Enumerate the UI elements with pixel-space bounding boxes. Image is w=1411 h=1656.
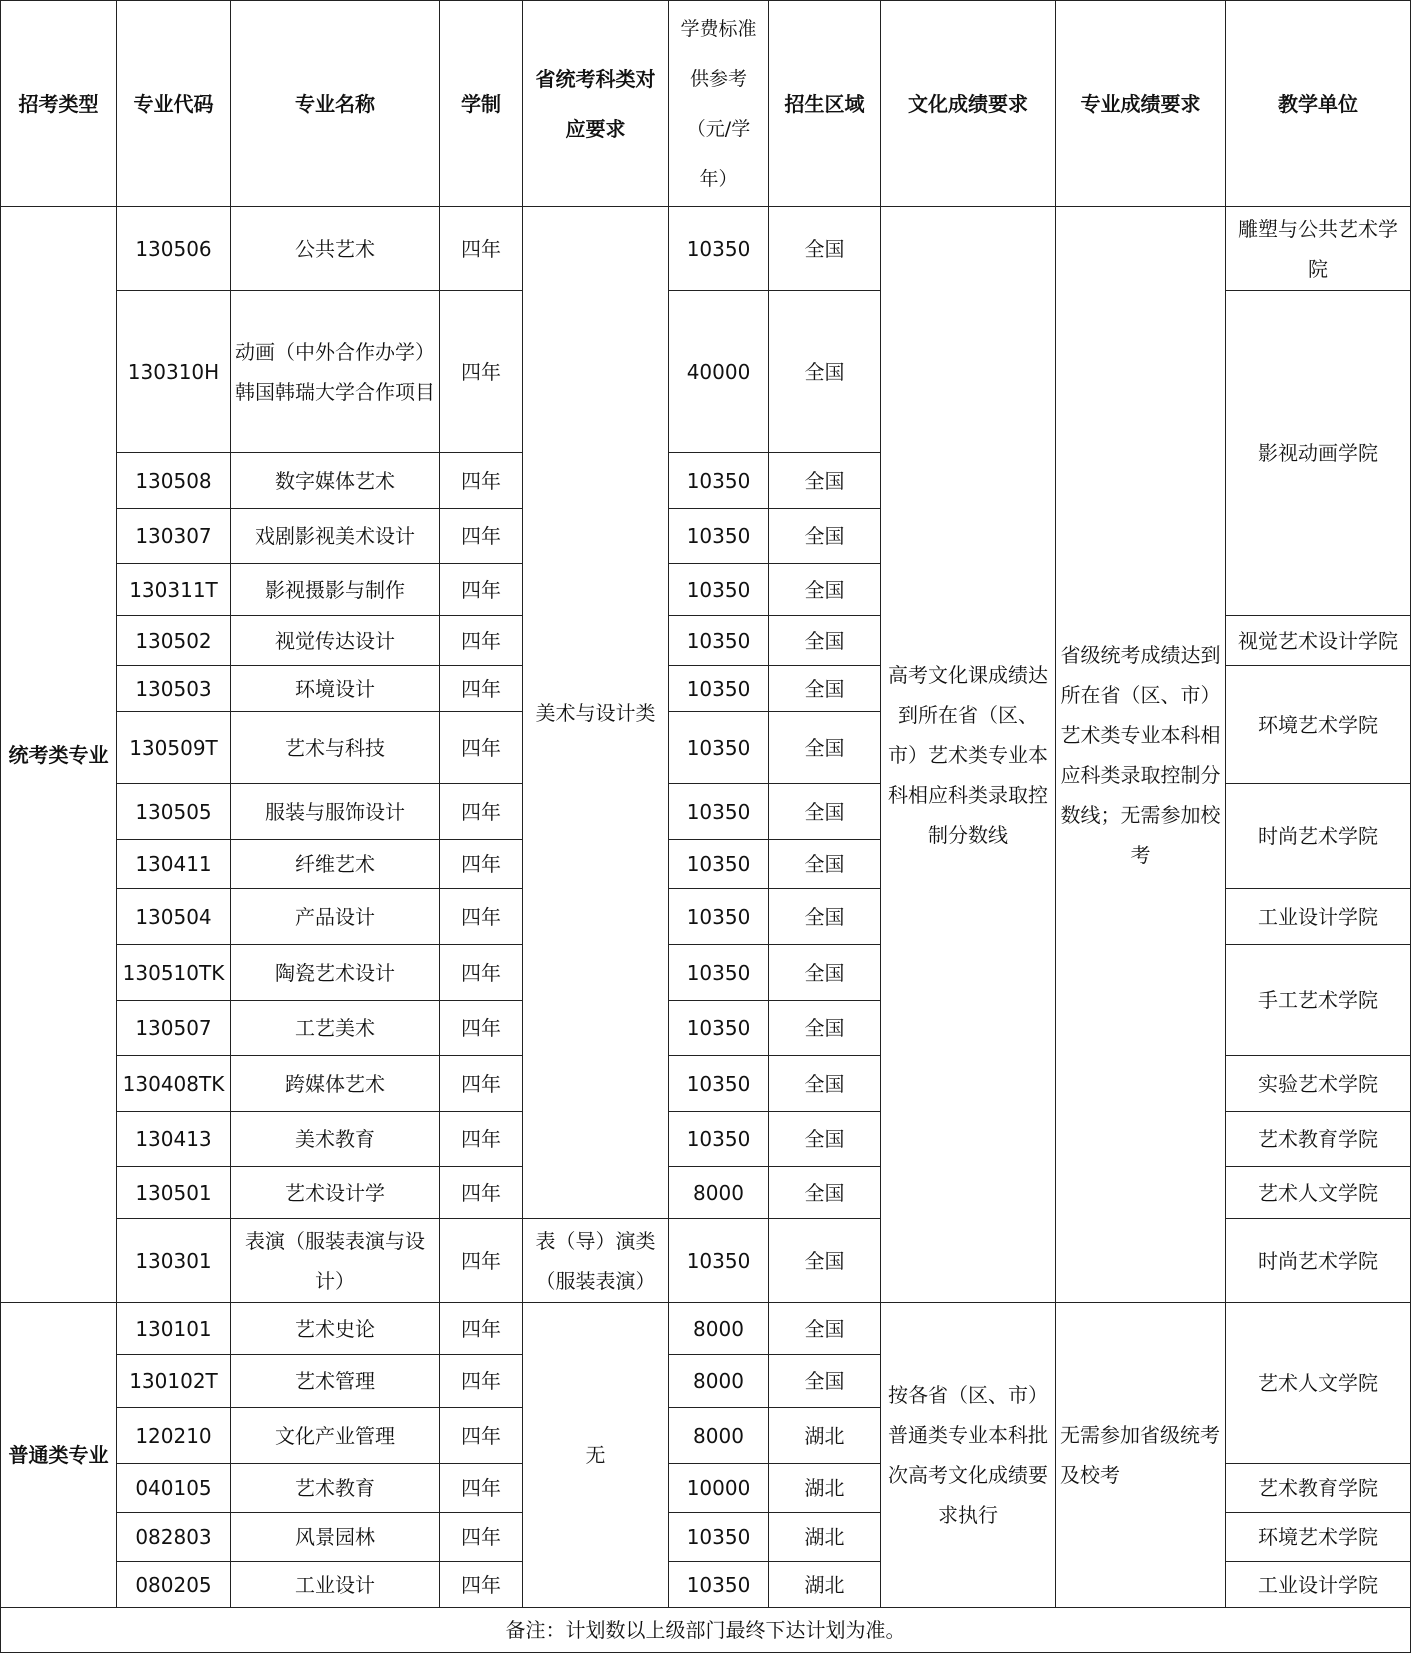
major-fee: 10000 (669, 1464, 769, 1513)
major-region: 全国 (769, 712, 881, 784)
header-name: 专业名称 (231, 1, 440, 207)
major-name: 陶瓷艺术设计 (231, 945, 440, 1001)
major-code: 040105 (117, 1464, 231, 1513)
major-duration: 四年 (440, 889, 523, 945)
major-fee: 10350 (669, 616, 769, 666)
header-code: 专业代码 (117, 1, 231, 207)
major-region: 全国 (769, 1355, 881, 1408)
major-code: 130413 (117, 1112, 231, 1167)
major-fee: 8000 (669, 1408, 769, 1464)
major-region: 全国 (769, 945, 881, 1001)
teaching-unit: 视觉艺术设计学院 (1226, 616, 1411, 666)
header-unit: 教学单位 (1226, 1, 1411, 207)
major-name: 艺术教育 (231, 1464, 440, 1513)
major-code: 130504 (117, 889, 231, 945)
major-code: 130501 (117, 1167, 231, 1219)
tongkao-major-requirement: 省级统考成绩达到所在省（区、市）艺术类专业本科相应科类录取控制分数线；无需参加校考 (1056, 207, 1226, 1303)
major-code: 130408TK (117, 1056, 231, 1112)
teaching-unit: 环境艺术学院 (1226, 666, 1411, 784)
major-code: 130311T (117, 564, 231, 616)
major-name: 工艺美术 (231, 1001, 440, 1056)
teaching-unit: 工业设计学院 (1226, 1562, 1411, 1608)
major-duration: 四年 (440, 509, 523, 564)
major-fee: 10350 (669, 1513, 769, 1562)
header-culture: 文化成绩要求 (881, 1, 1056, 207)
major-name: 服装与服饰设计 (231, 784, 440, 840)
major-duration: 四年 (440, 1464, 523, 1513)
major-duration: 四年 (440, 1167, 523, 1219)
major-region: 湖北 (769, 1408, 881, 1464)
major-code: 130506 (117, 207, 231, 291)
major-code: 130101 (117, 1303, 231, 1355)
major-region: 全国 (769, 291, 881, 453)
major-fee: 10350 (669, 889, 769, 945)
header-exam-category: 省统考科类对应要求 (523, 1, 669, 207)
major-region: 全国 (769, 207, 881, 291)
major-region: 全国 (769, 1001, 881, 1056)
teaching-unit: 艺术人文学院 (1226, 1303, 1411, 1464)
major-fee: 10350 (669, 1112, 769, 1167)
major-duration: 四年 (440, 1303, 523, 1355)
group-putong: 普通类专业 (1, 1303, 117, 1608)
major-duration: 四年 (440, 1219, 523, 1303)
major-name: 工业设计 (231, 1562, 440, 1608)
major-code: 120210 (117, 1408, 231, 1464)
major-duration: 四年 (440, 1513, 523, 1562)
major-name: 艺术与科技 (231, 712, 440, 784)
teaching-unit: 艺术人文学院 (1226, 1167, 1411, 1219)
major-fee: 10350 (669, 1219, 769, 1303)
major-duration: 四年 (440, 564, 523, 616)
teaching-unit: 实验艺术学院 (1226, 1056, 1411, 1112)
header-type: 招考类型 (1, 1, 117, 207)
major-fee: 10350 (669, 509, 769, 564)
putong-culture-requirement: 按各省（区、市）普通类专业本科批次高考文化成绩要求执行 (881, 1303, 1056, 1608)
major-duration: 四年 (440, 453, 523, 509)
major-name: 艺术管理 (231, 1355, 440, 1408)
major-code: 080205 (117, 1562, 231, 1608)
table-row (1, 1303, 1411, 1355)
teaching-unit: 雕塑与公共艺术学院 (1226, 207, 1411, 291)
major-name: 美术教育 (231, 1112, 440, 1167)
major-region: 全国 (769, 784, 881, 840)
major-region: 全国 (769, 1303, 881, 1355)
major-name: 动画（中外合作办学）韩国韩瑞大学合作项目 (231, 291, 440, 453)
major-duration: 四年 (440, 840, 523, 889)
major-region: 全国 (769, 1112, 881, 1167)
major-duration: 四年 (440, 616, 523, 666)
major-region: 全国 (769, 666, 881, 712)
group-tongkao: 统考类专业 (1, 207, 117, 1303)
major-code: 130503 (117, 666, 231, 712)
major-name: 艺术史论 (231, 1303, 440, 1355)
major-duration: 四年 (440, 291, 523, 453)
teaching-unit: 艺术教育学院 (1226, 1464, 1411, 1513)
major-code: 130508 (117, 453, 231, 509)
major-duration: 四年 (440, 666, 523, 712)
major-name: 公共艺术 (231, 207, 440, 291)
major-code: 130502 (117, 616, 231, 666)
major-name: 艺术设计学 (231, 1167, 440, 1219)
major-duration: 四年 (440, 1562, 523, 1608)
major-fee: 10350 (669, 712, 769, 784)
major-name: 视觉传达设计 (231, 616, 440, 666)
header-fee: 学费标准供参考（元/学年） (669, 1, 769, 207)
major-region: 全国 (769, 453, 881, 509)
major-code: 130411 (117, 840, 231, 889)
major-duration: 四年 (440, 1355, 523, 1408)
major-duration: 四年 (440, 207, 523, 291)
major-region: 全国 (769, 1167, 881, 1219)
major-duration: 四年 (440, 712, 523, 784)
major-region: 湖北 (769, 1513, 881, 1562)
major-fee: 10350 (669, 207, 769, 291)
teaching-unit: 时尚艺术学院 (1226, 1219, 1411, 1303)
major-fee: 10350 (669, 840, 769, 889)
major-duration: 四年 (440, 1001, 523, 1056)
major-duration: 四年 (440, 784, 523, 840)
major-name: 风景园林 (231, 1513, 440, 1562)
major-region: 全国 (769, 509, 881, 564)
major-name: 环境设计 (231, 666, 440, 712)
table-row (1, 207, 1411, 291)
major-duration: 四年 (440, 1112, 523, 1167)
footnote: 备注：计划数以上级部门最终下达计划为准。 (1, 1608, 1411, 1653)
major-fee: 10350 (669, 564, 769, 616)
major-name: 表演（服装表演与设计） (231, 1219, 440, 1303)
major-name: 纤维艺术 (231, 840, 440, 889)
exam-category-performance: 表（导）演类（服装表演） (523, 1219, 669, 1303)
major-code: 130510TK (117, 945, 231, 1001)
header-duration: 学制 (440, 1, 523, 207)
teaching-unit: 影视动画学院 (1226, 291, 1411, 616)
note-row (1, 1608, 1411, 1653)
major-code: 130301 (117, 1219, 231, 1303)
major-region: 全国 (769, 1056, 881, 1112)
header-major-score: 专业成绩要求 (1056, 1, 1226, 207)
major-code: 130509T (117, 712, 231, 784)
major-duration: 四年 (440, 1056, 523, 1112)
tongkao-culture-requirement: 高考文化课成绩达到所在省（区、市）艺术类专业本科相应科类录取控制分数线 (881, 207, 1056, 1303)
major-name: 产品设计 (231, 889, 440, 945)
major-region: 湖北 (769, 1562, 881, 1608)
major-duration: 四年 (440, 945, 523, 1001)
major-name: 戏剧影视美术设计 (231, 509, 440, 564)
major-name: 数字媒体艺术 (231, 453, 440, 509)
major-region: 全国 (769, 889, 881, 945)
major-name: 文化产业管理 (231, 1408, 440, 1464)
major-code: 130507 (117, 1001, 231, 1056)
header-row (1, 1, 1411, 207)
teaching-unit: 工业设计学院 (1226, 889, 1411, 945)
major-code: 130307 (117, 509, 231, 564)
major-name: 跨媒体艺术 (231, 1056, 440, 1112)
teaching-unit: 时尚艺术学院 (1226, 784, 1411, 889)
major-fee: 8000 (669, 1355, 769, 1408)
major-fee: 8000 (669, 1167, 769, 1219)
major-region: 全国 (769, 564, 881, 616)
major-duration: 四年 (440, 1408, 523, 1464)
major-region: 全国 (769, 1219, 881, 1303)
major-fee: 10350 (669, 1562, 769, 1608)
header-region: 招生区域 (769, 1, 881, 207)
teaching-unit: 环境艺术学院 (1226, 1513, 1411, 1562)
major-fee: 10350 (669, 453, 769, 509)
major-region: 湖北 (769, 1464, 881, 1513)
major-code: 130102T (117, 1355, 231, 1408)
teaching-unit: 艺术教育学院 (1226, 1112, 1411, 1167)
major-code: 082803 (117, 1513, 231, 1562)
major-code: 130310H (117, 291, 231, 453)
major-region: 全国 (769, 616, 881, 666)
major-region: 全国 (769, 840, 881, 889)
major-code: 130505 (117, 784, 231, 840)
major-fee: 10350 (669, 666, 769, 712)
major-fee: 10350 (669, 784, 769, 840)
major-name: 影视摄影与制作 (231, 564, 440, 616)
major-fee: 10350 (669, 945, 769, 1001)
major-fee: 8000 (669, 1303, 769, 1355)
major-fee: 10350 (669, 1056, 769, 1112)
exam-category-art-design: 美术与设计类 (523, 207, 669, 1219)
teaching-unit: 手工艺术学院 (1226, 945, 1411, 1056)
major-fee: 40000 (669, 291, 769, 453)
putong-major-requirement: 无需参加省级统考及校考 (1056, 1303, 1226, 1608)
major-fee: 10350 (669, 1001, 769, 1056)
exam-category-none: 无 (523, 1303, 669, 1608)
